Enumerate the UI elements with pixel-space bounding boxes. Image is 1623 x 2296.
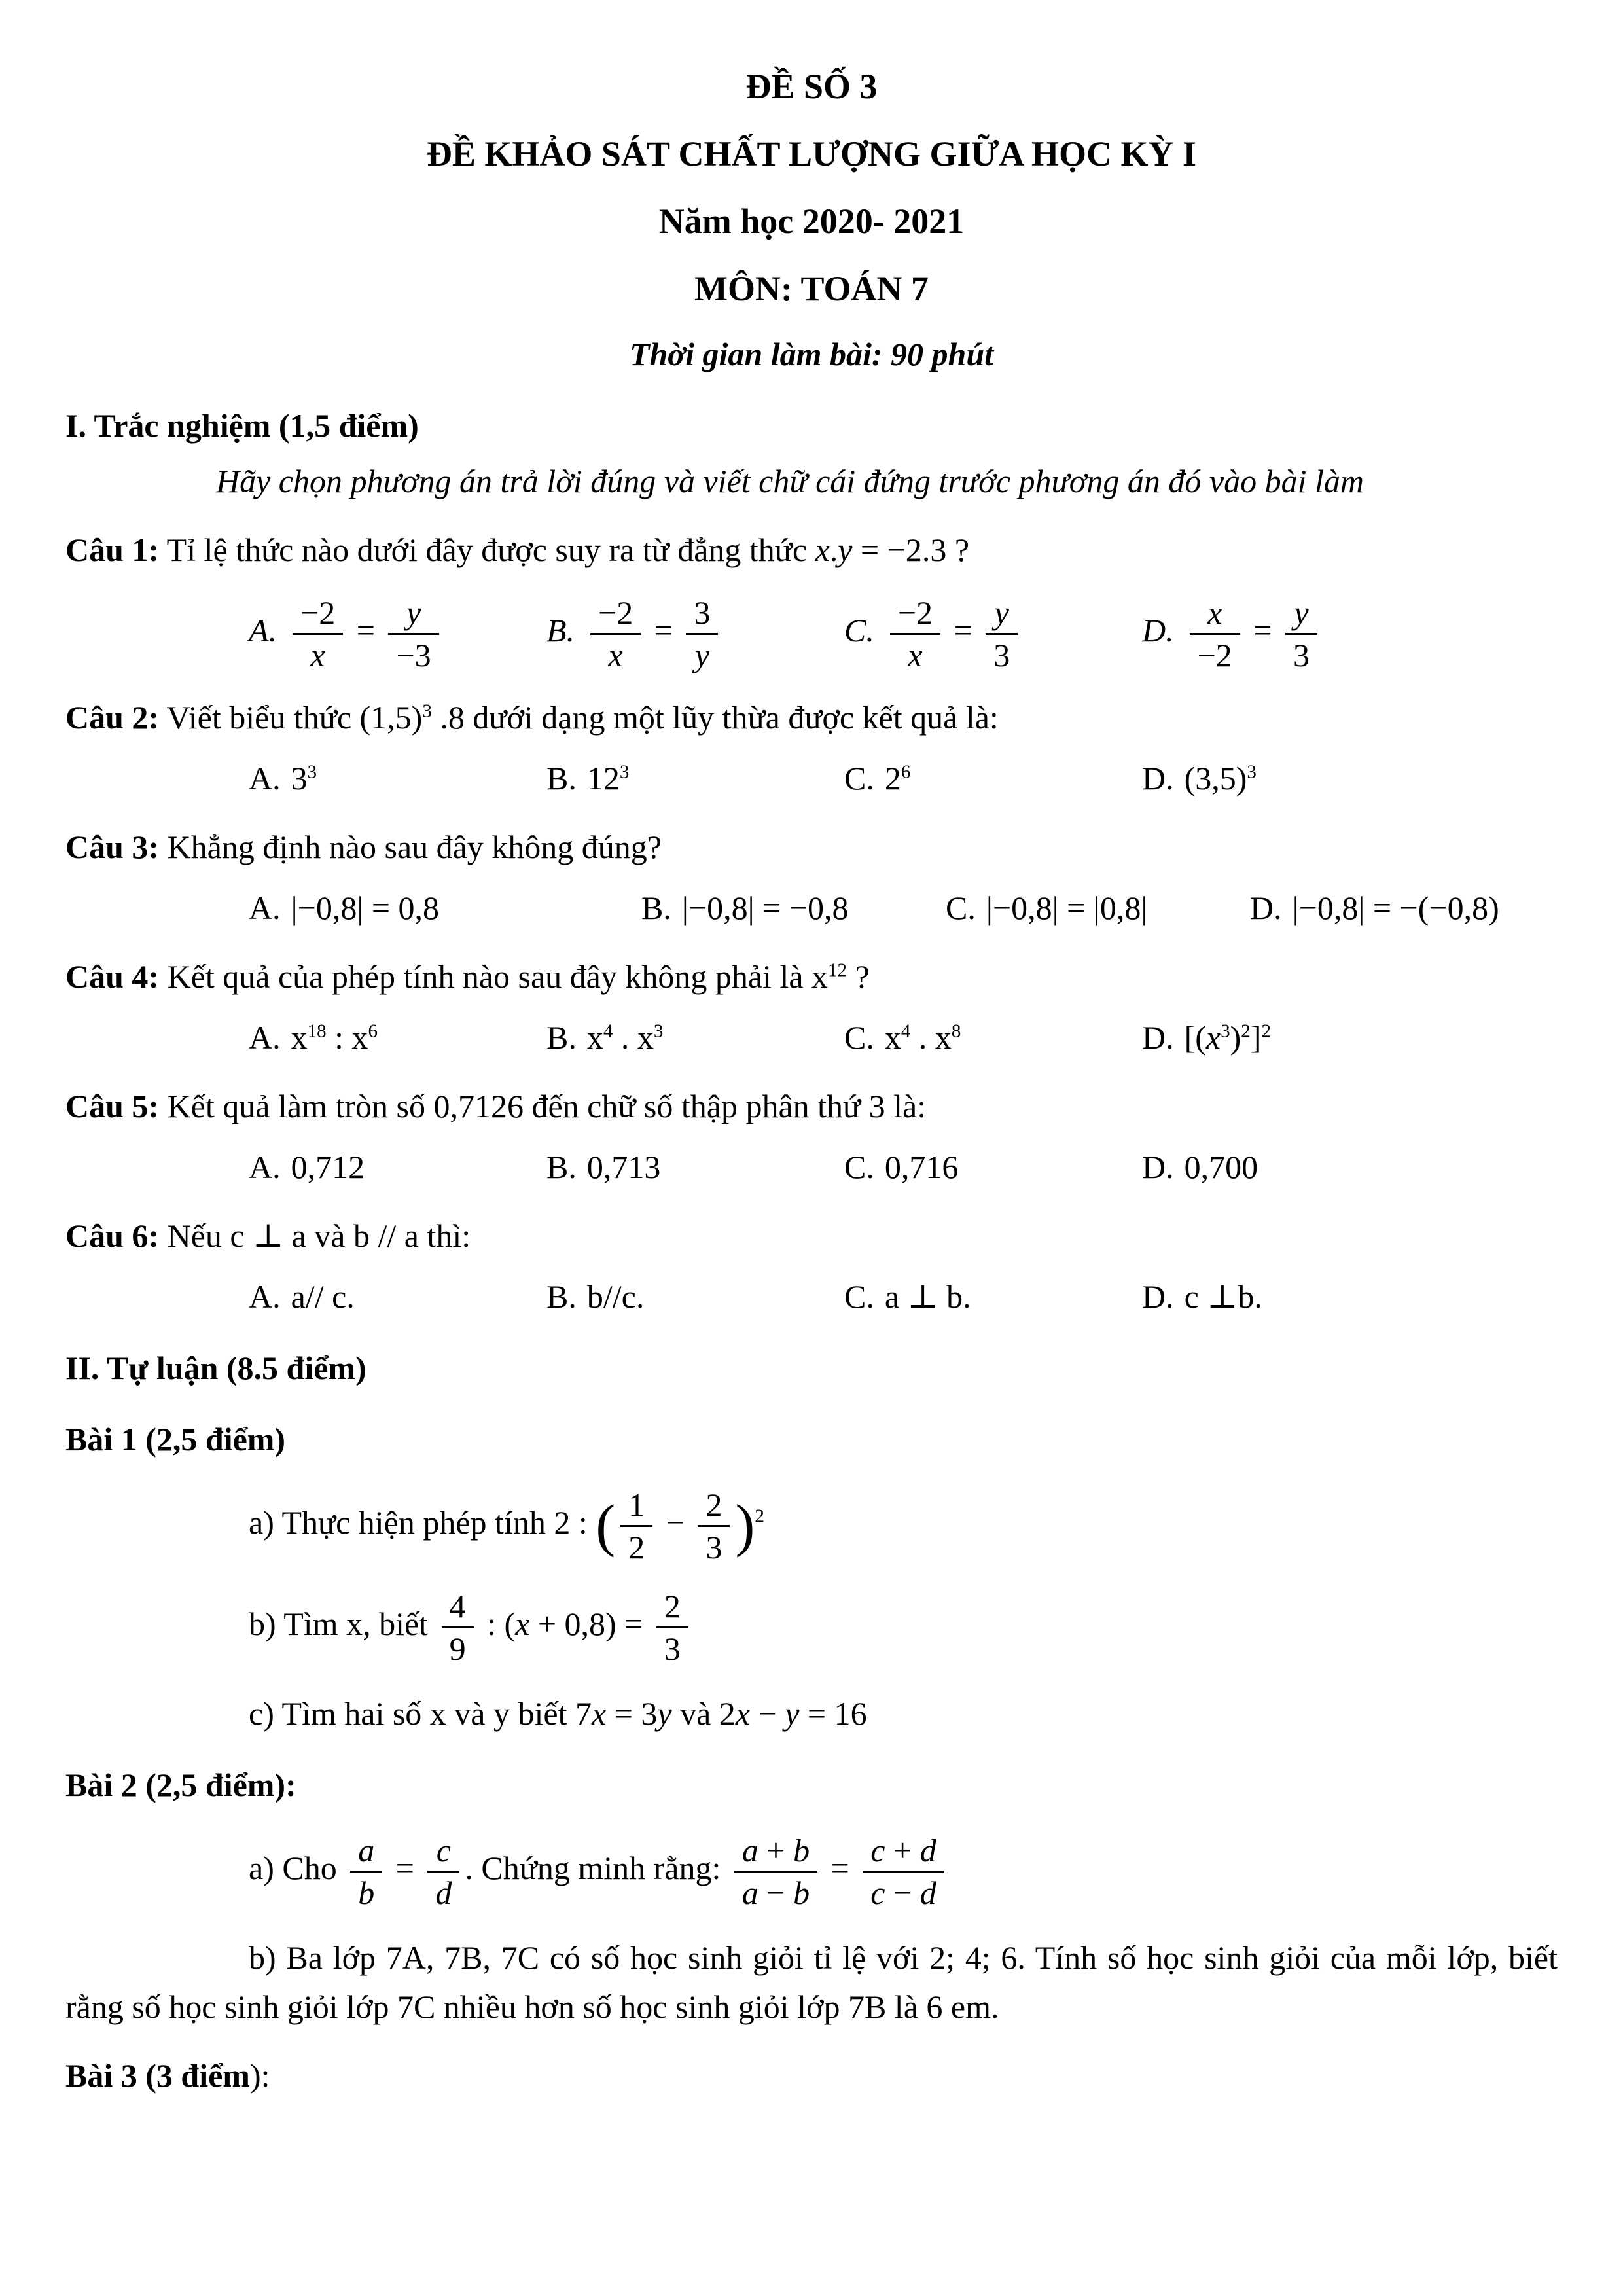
- section1-title: I. Trắc nghiệm (1,5 điểm): [65, 407, 419, 444]
- bai3-title-suffix: ):: [249, 2057, 270, 2094]
- text-run: . x: [910, 1019, 952, 1056]
- text-run: 2 :: [554, 1503, 596, 1541]
- question-text: [65, 526, 1558, 575]
- option-value: [291, 1149, 365, 1185]
- text-run: x: [586, 1019, 603, 1056]
- exponent: 4: [603, 1020, 613, 1042]
- options-row: [249, 1013, 1558, 1062]
- option-b: [546, 1143, 844, 1192]
- option-value: [587, 1019, 664, 1056]
- option-b: [546, 594, 844, 673]
- question-cau-4: [65, 952, 1558, 1062]
- fraction: $\frac{-2}{x}$: [590, 594, 641, 673]
- question-cau-3: [65, 823, 1558, 933]
- option-key: C.: [844, 1019, 874, 1056]
- text-run: =: [823, 1849, 858, 1886]
- text-run: = −0,8: [754, 889, 849, 926]
- text-run: a// c.: [291, 1278, 355, 1315]
- question-label: Câu 5:: [65, 1088, 160, 1124]
- exponent: 4: [901, 1020, 911, 1042]
- options-row: [249, 754, 1558, 803]
- option-d: [1142, 1272, 1558, 1321]
- option-key: D.: [1142, 1149, 1174, 1185]
- bai1-title: Bài 1 (2,5 điểm): [65, 1421, 286, 1458]
- text-run: x: [884, 1019, 901, 1056]
- bai2-title: Bài 2 (2,5 điểm):: [65, 1767, 296, 1803]
- text-run: =: [348, 611, 383, 649]
- fraction: $\frac{y}{3}$: [1285, 594, 1317, 673]
- text-run: b) Tìm x, biết: [249, 1605, 437, 1642]
- text-run: . Chứng minh rằng:: [465, 1849, 729, 1886]
- fraction: $\frac{-2}{x}$: [890, 594, 940, 673]
- question-text: [65, 1082, 1558, 1131]
- exam-duration: Thời gian làm bài: 90 phút: [629, 336, 994, 372]
- text-run: ?: [847, 958, 870, 995]
- question-label: Câu 6:: [65, 1217, 160, 1254]
- exponent: 18: [307, 1020, 327, 1042]
- text-run: x: [291, 1019, 308, 1056]
- exponent: 2: [1261, 1020, 1271, 1042]
- option-c: [946, 884, 1250, 933]
- text-run: ): [1230, 1019, 1241, 1056]
- option-key: D.: [1142, 1278, 1174, 1315]
- text-run: c) Tìm hai số x và y biết: [249, 1695, 575, 1732]
- option-value: [885, 1278, 971, 1315]
- option-value: [1185, 594, 1323, 673]
- option-value: [1185, 1149, 1258, 1185]
- option-b: [546, 754, 844, 803]
- text-run: a) Cho: [249, 1849, 346, 1886]
- option-a: [249, 594, 546, 673]
- exponent: 3: [653, 1020, 664, 1042]
- text-run: a ⊥ b.: [884, 1278, 971, 1315]
- text-run: (3,5): [1184, 760, 1247, 797]
- option-key: C.: [844, 611, 874, 649]
- text-run: =: [1245, 611, 1281, 649]
- text-run: 0,712: [291, 1149, 365, 1185]
- option-value: [1293, 889, 1499, 926]
- question-label: Câu 2:: [65, 699, 160, 736]
- text-run: = −(−0,8): [1364, 889, 1499, 926]
- text-run: .8: [431, 699, 465, 736]
- option-key: D.: [1142, 611, 1174, 649]
- exam-number: ĐỀ SỐ 3: [745, 67, 878, 106]
- option-key: A.: [249, 611, 277, 649]
- option-a: [249, 884, 641, 933]
- option-key: B.: [546, 1149, 577, 1185]
- question-cau-5: [65, 1082, 1558, 1192]
- question-text: [65, 823, 1558, 872]
- text-run: a) Thực hiện phép tính: [249, 1503, 554, 1541]
- text-run: = 0,8: [363, 889, 440, 926]
- absolute-value: |0,8|: [1093, 889, 1148, 926]
- option-value: [885, 1019, 961, 1056]
- big-paren: (: [596, 1493, 616, 1558]
- option-key: C.: [844, 1149, 874, 1185]
- exponent: 3: [1221, 1020, 1230, 1042]
- option-key: A.: [249, 889, 281, 926]
- options-row: [249, 594, 1558, 673]
- fraction: $\frac{c + d}{c - d}$: [863, 1832, 944, 1911]
- option-b: [641, 884, 946, 933]
- option-value: [287, 594, 444, 673]
- option-a: [249, 1272, 546, 1321]
- option-key: B.: [641, 889, 671, 926]
- exponent: 6: [368, 1020, 378, 1042]
- option-key: C.: [844, 760, 874, 797]
- question-label: Câu 4:: [65, 958, 160, 995]
- text-run: Kết quả làm tròn số 0,7126 đến chữ số thập phân thứ 3 là:: [159, 1088, 927, 1124]
- text-run: =: [387, 1849, 423, 1886]
- option-value: [1185, 760, 1257, 797]
- option-key: B.: [546, 611, 575, 649]
- option-key: C.: [946, 889, 976, 926]
- bai3-title-line: [65, 2051, 1558, 2100]
- text-run: Tỉ lệ thức nào dưới đây được suy ra từ đẳng thức: [159, 531, 815, 568]
- bai2-item-b: b) Ba lớp 7A, 7B, 7C có số học sinh giỏi tỉ lệ với 2; 4; 6. Tính số học sinh giỏi của mỗi lớp, biết rằng số học sinh giỏi lớp 7C nhiều hơn số học sinh giỏi lớp 7B là 6 em.: [65, 1939, 1558, 2025]
- exponent: 3: [1247, 761, 1257, 783]
- option-value: [291, 1278, 355, 1315]
- question-cau-2: [65, 693, 1558, 803]
- text-run: ?: [946, 531, 970, 568]
- section2-title: II. Tự luận (8.5 điểm): [65, 1350, 366, 1386]
- option-d: [1250, 884, 1558, 933]
- absolute-value: |−0,8|: [986, 889, 1059, 926]
- question-cau-1: [65, 526, 1558, 673]
- text-run: b//c.: [586, 1278, 645, 1315]
- bai1-item-c: [249, 1689, 1558, 1738]
- options-row: [249, 884, 1558, 933]
- option-b: [546, 1013, 844, 1062]
- option-value: [587, 760, 630, 797]
- question-label: Câu 1:: [65, 531, 160, 568]
- option-value: [885, 594, 1023, 673]
- absolute-value: |−0,8|: [1292, 889, 1365, 926]
- fraction: $\frac{x}{-2}$: [1190, 594, 1240, 673]
- text-run: dưới dạng một lũy thừa được kết quả là:: [464, 699, 999, 736]
- text-run: 0,713: [586, 1149, 661, 1185]
- option-key: D.: [1142, 1019, 1174, 1056]
- option-value: [291, 1019, 378, 1056]
- absolute-value: |−0,8|: [681, 889, 755, 926]
- text-run: 12: [586, 760, 620, 797]
- text-run: và: [671, 1695, 719, 1732]
- fraction: $\frac{3}{y}$: [686, 594, 718, 673]
- option-key: D.: [1142, 760, 1174, 797]
- text-run: =: [1058, 889, 1094, 926]
- fraction: $\frac{a + b}{a - b}$: [734, 1832, 817, 1911]
- text-run: x.y = −2.3: [815, 531, 947, 568]
- option-value: [1185, 1278, 1262, 1315]
- option-key: A.: [249, 760, 281, 797]
- absolute-value: |−0,8|: [291, 889, 364, 926]
- fraction: $\frac{4}{9}$: [442, 1588, 474, 1667]
- exponent: 8: [951, 1020, 961, 1042]
- option-value: [587, 1278, 644, 1315]
- question-text: [65, 693, 1558, 742]
- option-value: [885, 760, 911, 797]
- exponent: 12: [828, 960, 847, 981]
- fraction: $\frac{-2}{x}$: [293, 594, 343, 673]
- fraction: $\frac{c}{d}$: [427, 1832, 459, 1911]
- exponent: 2: [755, 1505, 764, 1527]
- text-run: (1,5): [359, 699, 423, 736]
- text-run: 0,700: [1184, 1149, 1258, 1185]
- option-a: [249, 754, 546, 803]
- option-key: C.: [844, 1278, 874, 1315]
- options-row: [249, 1272, 1558, 1321]
- option-d: [1142, 754, 1558, 803]
- option-value: [885, 1149, 959, 1185]
- question-text: [65, 952, 1558, 1001]
- text-run: : (x + 0,8) =: [478, 1605, 651, 1642]
- option-a: [249, 1013, 546, 1062]
- bai1-item-a: [249, 1486, 1558, 1566]
- text-run: =: [946, 611, 981, 649]
- exponent: 6: [901, 761, 911, 783]
- bai2-item-a: [249, 1832, 1558, 1911]
- option-key: A.: [249, 1278, 281, 1315]
- fraction: $\frac{1}{2}$: [620, 1486, 652, 1566]
- question-text: [65, 1211, 1558, 1261]
- text-run: 7x = 3y: [575, 1695, 672, 1732]
- option-key: D.: [1250, 889, 1282, 926]
- text-run: 2: [884, 760, 901, 797]
- section1-instruction: Hãy chọn phương án trả lời đúng và viết chữ cái đứng trước phương án đó vào bài làm: [216, 463, 1364, 499]
- fraction: $\frac{a}{b}$: [350, 1832, 382, 1911]
- text-run: −: [658, 1503, 693, 1541]
- text-run: 2x − y = 16: [719, 1695, 867, 1732]
- text-run: Kết quả của phép tính nào sau đây không phải là x: [159, 958, 829, 995]
- option-value: [291, 760, 317, 797]
- option-c: [844, 594, 1142, 673]
- text-run: [(x: [1184, 1019, 1221, 1056]
- text-run: . x: [613, 1019, 654, 1056]
- exponent: 2: [1241, 1020, 1251, 1042]
- bai1-item-b: [249, 1588, 1558, 1667]
- option-value: [291, 889, 439, 926]
- question-cau-6: [65, 1211, 1558, 1321]
- option-d: [1142, 1143, 1558, 1192]
- fraction: $\frac{2}{3}$: [656, 1588, 688, 1667]
- fraction: $\frac{y}{3}$: [986, 594, 1018, 673]
- option-value: [587, 1149, 661, 1185]
- text-run: 0,716: [884, 1149, 959, 1185]
- options-row: [249, 1143, 1558, 1192]
- option-a: [249, 1143, 546, 1192]
- option-key: A.: [249, 1149, 281, 1185]
- subject-title: MÔN: TOÁN 7: [694, 269, 929, 308]
- option-d: [1142, 594, 1558, 673]
- text-run: 3: [291, 760, 308, 797]
- bai3-title: Bài 3 (3 điểm: [65, 2057, 250, 2094]
- exponent: 3: [307, 761, 317, 783]
- exponent: 3: [619, 761, 630, 783]
- option-c: [844, 1272, 1142, 1321]
- text-run: c ⊥b.: [1184, 1278, 1262, 1315]
- text-run: =: [646, 611, 681, 649]
- option-d: [1142, 1013, 1558, 1062]
- exam-title: ĐỀ KHẢO SÁT CHẤT LƯỢNG GIỮA HỌC KỲ I: [426, 134, 1197, 173]
- text-run: ]: [1250, 1019, 1262, 1056]
- text-run: : x: [326, 1019, 368, 1056]
- option-c: [844, 1143, 1142, 1192]
- fraction: $\frac{2}{3}$: [698, 1486, 730, 1566]
- question-label: Câu 3:: [65, 829, 160, 865]
- option-key: A.: [249, 1019, 281, 1056]
- option-key: B.: [546, 1019, 577, 1056]
- option-c: [844, 754, 1142, 803]
- big-paren: ): [735, 1493, 755, 1558]
- option-key: B.: [546, 1278, 577, 1315]
- exponent: 3: [422, 700, 432, 722]
- text-run: Khẳng định nào sau đây không đúng?: [159, 829, 662, 865]
- option-b: [546, 1272, 844, 1321]
- text-run: Nếu c ⊥ a và b // a thì:: [159, 1217, 471, 1254]
- option-value: [986, 889, 1147, 926]
- option-key: B.: [546, 760, 577, 797]
- text-run: Viết biểu thức: [159, 699, 360, 736]
- option-value: [682, 889, 849, 926]
- option-c: [844, 1013, 1142, 1062]
- school-year: Năm học 2020- 2021: [658, 202, 965, 241]
- fraction: $\frac{y}{-3}$: [388, 594, 438, 673]
- option-value: [1185, 1019, 1271, 1056]
- option-value: [585, 594, 723, 673]
